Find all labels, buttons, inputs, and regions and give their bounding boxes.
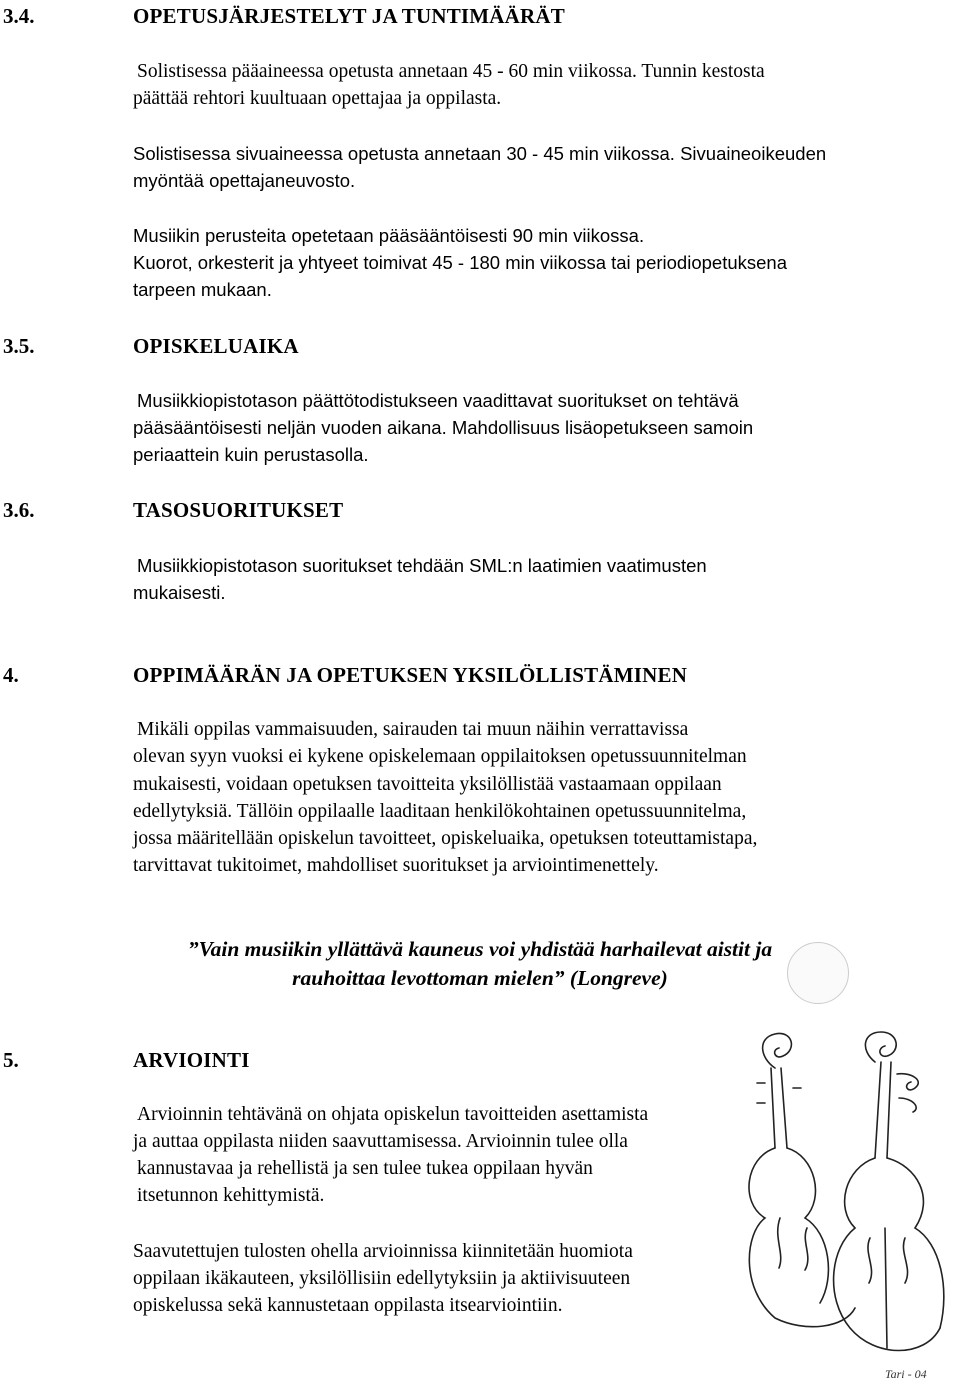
- text-line: Mikäli oppilas vammaisuuden, sairauden tai muun näihin verrattavissa: [137, 719, 689, 740]
- text-line: Solistisessa sivuaineessa opetusta annetaan 30 - 45 min viikossa. Sivuaineoikeuden: [133, 143, 827, 164]
- text-line: mukaisesti.: [133, 582, 226, 603]
- text-line: Musiikkiopistotason suoritukset tehdään SML:n laatimien vaatimusten: [137, 555, 707, 576]
- paragraph: [133, 140, 826, 194]
- text-line: jossa määritellään opiskelun tavoitteet, opiskeluaika, opetuksen toteuttamistapa,: [133, 828, 758, 850]
- signature: Tari - 04: [885, 1367, 927, 1381]
- text-line: oppilaan ikäkauteen, yksilöllisiin edellytyksiin ja aktiivisuuteen: [133, 1268, 631, 1289]
- text-line: tarpeen mukaan.: [133, 279, 272, 300]
- text-line: tarvittavat tukitoimet, mahdolliset suoritukset ja arviointimenettely.: [133, 855, 659, 877]
- paragraph: [133, 716, 757, 880]
- text-line: Solistisessa pääaineessa opetusta annetaan 45 - 60 min viikossa. Tunnin kestosta: [137, 61, 765, 82]
- section-heading: OPPIMÄÄRÄN JA OPETUKSEN YKSILÖLLISTÄMINEN: [133, 663, 688, 687]
- text-line: pääsääntöisesti neljän vuoden aikana. Mahdollisuus lisäopetukseen samoin: [133, 417, 754, 438]
- text-line: Musiikin perusteita opetetaan pääsääntöisesti 90 min viikossa.: [133, 225, 645, 246]
- text-line: kannustavaa ja rehellistä ja sen tulee tukea oppilaan hyvän: [137, 1158, 593, 1179]
- section-heading: OPETUSJÄRJESTELYT JA TUNTIMÄÄRÄT: [133, 4, 565, 28]
- section-number: 3.4.: [3, 4, 35, 28]
- paragraph: [133, 58, 765, 112]
- text-line: itsetunnon kehittymistä.: [137, 1185, 325, 1206]
- text-line: Saavutettujen tulosten ohella arvioinnissa kiinnitetään huomiota: [133, 1241, 633, 1262]
- text-line: edellytyksiä. Tällöin oppilaalle laaditaan henkilökohtainen opetussuunnitelma,: [133, 800, 747, 822]
- text-line: olevan syyn vuoksi ei kykene opiskelemaan oppilaitoksen opetussuunnitelman: [133, 746, 747, 768]
- section-number: 3.6.: [3, 498, 35, 522]
- quote: [140, 935, 820, 993]
- text-line: periaattein kuin perustasolla.: [133, 444, 369, 465]
- section-heading: TASOSUORITUKSET: [133, 498, 344, 522]
- section-heading: OPISKELUAIKA: [133, 334, 299, 358]
- quote-line: ”Vain musiikin yllättävä kauneus voi yhdistää harhailevat aistit ja: [187, 937, 773, 961]
- section-number: 3.5.: [3, 334, 35, 358]
- section-heading: ARVIOINTI: [133, 1048, 250, 1072]
- text-line: mukaisesti, voidaan opetuksen tavoitteita yksilöllistää vastaamaan oppilaan: [133, 773, 722, 795]
- text-line: Kuorot, orkesterit ja yhtyeet toimivat 45 - 180 min viikossa tai periodiopetuksena: [133, 252, 787, 273]
- paragraph: [133, 552, 707, 606]
- section-number: 4.: [3, 663, 19, 687]
- text-line: päättää rehtori kuultuaan opettajaa ja oppilasta.: [133, 88, 502, 109]
- violins-sketch-icon: [735, 1028, 960, 1391]
- paragraph: [133, 387, 753, 468]
- text-line: Arvioinnin tehtävänä on ohjata opiskelun tavoitteiden asettamista: [137, 1104, 649, 1125]
- paragraph: [133, 222, 787, 303]
- text-line: myöntää opettajaneuvosto.: [133, 170, 356, 191]
- text-line: Musiikkiopistotason päättötodistukseen vaadittavat suoritukset on tehtävä: [137, 390, 739, 411]
- text-line: ja auttaa oppilasta niiden saavuttamisessa. Arvioinnin tulee olla: [133, 1131, 628, 1152]
- text-line: opiskelussa sekä kannustetaan oppilasta itsearviointiin.: [133, 1295, 563, 1316]
- paragraph: [133, 1238, 633, 1319]
- quote-line: rauhoittaa levottoman mielen” (Longreve): [292, 966, 668, 990]
- section-number: 5.: [3, 1048, 19, 1072]
- paragraph: [133, 1101, 648, 1209]
